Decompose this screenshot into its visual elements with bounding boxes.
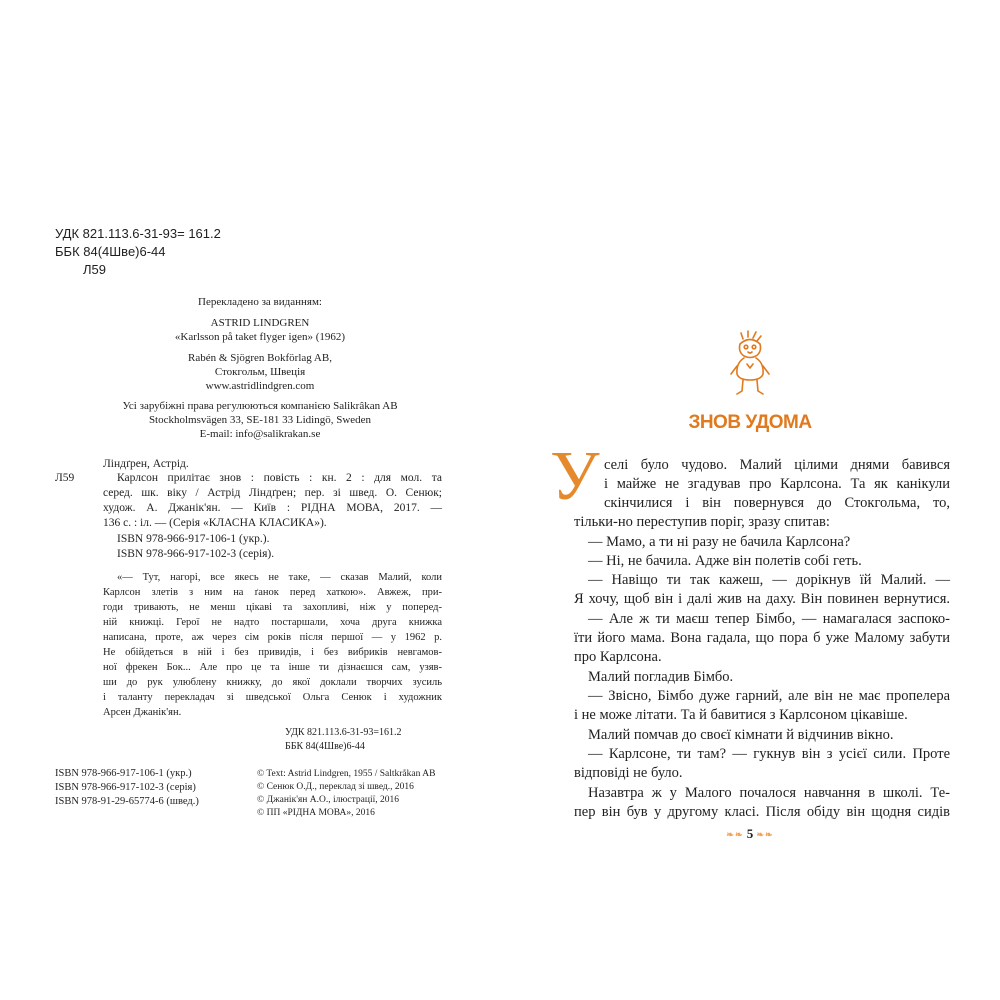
catalog-code: Л59 <box>55 472 75 484</box>
body-line: — Навіщо ти так кажеш, — дорікнув їй Малий. — <box>588 572 950 588</box>
isbn-line: ISBN 978-966-917-102-3 (серія) <box>55 782 196 793</box>
annotation-line: ши до рук улюблену книжку, до якої доклали творчих зусиль <box>103 677 442 688</box>
annotation-line: ної фрекен Бок... Але про це та інше ти дізнаєшся сам, узяв- <box>103 662 442 673</box>
copyright-line: © Джанік'ян А.О., ілюстрації, 2016 <box>257 795 399 805</box>
bbk-code-small: ББК 84(4Шве)6-44 <box>285 741 365 752</box>
body-line: — Звісно, Бімбо дуже гарний, але він не має пропелера <box>588 688 950 704</box>
isbn-line: ISBN 978-91-29-65774-6 (швед.) <box>55 796 199 807</box>
ornament-right-icon: ❧❧ <box>756 829 774 840</box>
annotation-line: Арсен Джанік'ян. <box>103 707 182 718</box>
annotation-line: «— Тут, нагорі, все якесь не таке, — сказав Малий, коли <box>117 572 442 583</box>
copyright-line: © Сенюк О.Д., переклад зі швед., 2016 <box>257 782 414 792</box>
body-line: — Але ж ти маєш тепер Бімбо, — намагалася заспоко- <box>588 611 950 627</box>
chapter-title: ЗНОВ УДОМА <box>688 412 812 433</box>
translation-line: www.astridlindgren.com <box>205 380 315 392</box>
translation-line: ASTRID LINDGREN <box>210 317 310 329</box>
body-line: пер він був у другому класі. Після обіду він щодня сидів <box>574 804 950 820</box>
body-line: про Карлсона. <box>574 649 662 665</box>
body-line: відповіді не було. <box>574 765 683 781</box>
right-page <box>500 0 1000 1000</box>
translation-line: «Karlsson på taket flyger igen» (1962) <box>174 331 346 343</box>
catalog-line: Ліндґрен, Астрід. <box>103 458 189 470</box>
translation-line: Усі зарубіжні права регулюються компанією Salikrâkan AB <box>122 400 398 412</box>
bbk-code: ББК 84(4Шве)6-44 <box>55 244 166 259</box>
copyright-line: © ПП «РІДНА МОВА», 2016 <box>257 808 375 818</box>
translation-line: Rabén & Sjögren Bokförlag AB, <box>188 352 332 364</box>
catalog-line: Карлсон прилітає знов : повість : кн. 2 : для мол. та <box>117 472 442 484</box>
karlsson-illustration-icon <box>728 330 772 400</box>
ornament-left-icon: ❧❧ <box>726 829 744 840</box>
catalog-line: серед. шк. віку / Астрід Ліндґрен; пер. зі швед. О. Сенюк; <box>103 487 442 499</box>
body-line: — Карлсоне, ти там? — гукнув він з усієї сили. Проте <box>588 746 950 762</box>
body-line: — Мамо, а ти ні разу не бачила Карлсона? <box>588 534 851 550</box>
page-number: 5 <box>746 826 754 841</box>
body-line: скінчилися і він повернувся до Стокгольма, то, <box>604 495 950 511</box>
author-mark: Л59 <box>83 262 106 277</box>
udk-code: УДК 821.113.6-31-93= 161.2 <box>55 226 221 241</box>
body-line: Назавтра ж у Малого почалося навчання в школі. Те- <box>588 785 950 801</box>
isbn-line: ISBN 978-966-917-106-1 (укр.) <box>55 768 192 779</box>
annotation-line: Карлсон злетів з ним на ґанок перед хаткою». Авжеж, при- <box>103 587 442 598</box>
catalog-isbn: ISBN 978-966-917-106-1 (укр.). <box>117 533 270 545</box>
udk-code-small: УДК 821.113.6-31-93=161.2 <box>285 727 402 738</box>
annotation-line: написана, проте, аж через сім років після першої — у 1962 р. <box>103 632 442 643</box>
copyright-line: © Text: Astrid Lindgren, 1955 / Saltkråkan AB <box>257 769 436 779</box>
translation-line: Перекладено за виданням: <box>198 296 322 308</box>
translation-line: Stockholmsvägen 33, SE-181 33 Lidingö, Sweden <box>148 414 372 426</box>
body-line: селі було чудово. Малий цілими днями бавився <box>604 457 950 473</box>
body-line: і не може літати. Та й бавитися з Карлсоном цікавіше. <box>574 707 908 723</box>
body-line: — Ні, не бачила. Адже він полетів собі геть. <box>588 553 862 569</box>
body-line: тільки-но переступив поріг, зразу спитав: <box>574 514 830 530</box>
catalog-line: 136 с. : іл. — (Серія «КЛАСНА КЛАСИКА»). <box>103 517 327 529</box>
annotation-line: ній книжці. Герої не надто постаршали, хоча друга книжка <box>103 617 442 628</box>
page-folio <box>500 826 1000 842</box>
annotation-line: і таланту перекладач зі шведської Ольга Сенюк і художник <box>103 692 442 703</box>
translation-line: E-mail: info@salikrakan.se <box>199 428 321 440</box>
annotation-line: годи тривають, не менш цікаві та захопливі, ніж у поперед- <box>103 602 442 613</box>
body-line: Малий погладив Бімбо. <box>588 669 734 685</box>
drop-cap: У <box>550 438 600 515</box>
catalog-isbn: ISBN 978-966-917-102-3 (серія). <box>117 548 275 560</box>
body-line: і майже не згадував про Карлсона. Та як канікули <box>604 476 950 492</box>
catalog-line: худож. А. Джанік'ян. — Київ : РІДНА МОВА, 2017. — <box>103 502 442 514</box>
body-line: Малий помчав до своєї кімнати й відчинив вікно. <box>588 727 894 743</box>
body-line: їти його мама. Вона гадала, що пора б уже Малому забути <box>574 630 950 646</box>
annotation-line: Не обійдеться в ній і без привидів, і без вибриків невгамов- <box>103 647 442 658</box>
translation-line: Стокгольм, Швеція <box>214 366 306 378</box>
body-line: Я хочу, щоб він і далі жив на даху. Він повинен вернутися. <box>574 591 950 607</box>
